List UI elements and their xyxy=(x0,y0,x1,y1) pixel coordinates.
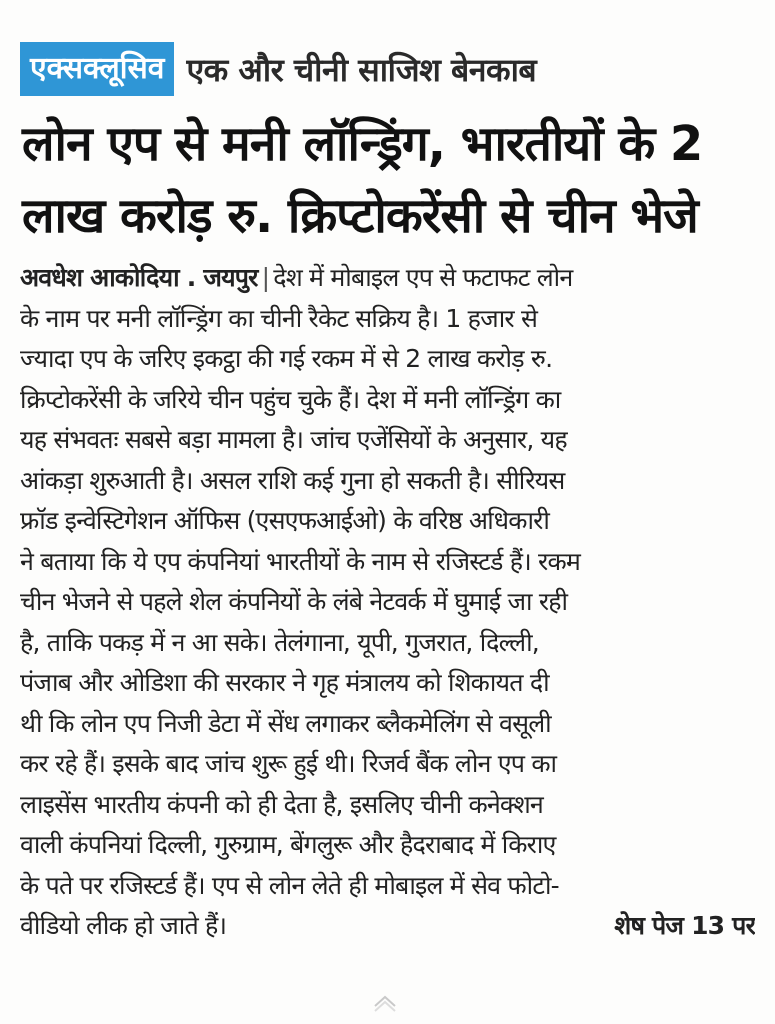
body-line: के नाम पर मनी लॉन्ड्रिंग का चीनी रैकेट सक्रिय है। 1 हजार से xyxy=(20,303,538,333)
body-line: थी कि लोन एप निजी डेटा में सेंध लगाकर ब्लैकमेलिंग से वसूली xyxy=(20,708,551,738)
headline-line: लाख करोड़ रु. क्रिप्टोकरेंसी से चीन भेजे xyxy=(22,188,698,244)
kicker-row xyxy=(20,38,760,100)
body-line-last xyxy=(20,906,755,947)
body-line: देश में मोबाइल एप से फटाफट लोन xyxy=(273,263,573,292)
byline-separator: | xyxy=(261,263,270,292)
body-line: है, ताकि पकड़ में न आ सके। तेलंगाना, यूपी, गुजरात, दिल्ली, xyxy=(20,627,539,657)
body-line: वाली कंपनियां दिल्ली, गुरुग्राम, बेंगलुरू और हैदराबाद में किराए xyxy=(20,830,556,859)
body-line: के पते पर रजिस्टर्ड हैं। एप से लोन लेते ही मोबाइल में सेव फोटो- xyxy=(20,870,559,900)
body-line: पंजाब और ओडिशा की सरकार ने गृह मंत्रालय को शिकायत दी xyxy=(20,668,549,697)
body-line-first xyxy=(20,258,755,299)
body-line: फ्रॉड इन्वेस्टिगेशन ऑफिस (एसएफआईओ) के वरिष्ठ अधिकारी xyxy=(20,506,550,535)
byline: अवधेश आकोदिया . जयपुर xyxy=(20,263,258,292)
body-line: क्रिप्टोकरेंसी के जरिये चीन पहुंच चुके हैं। देश में मनी लॉन्ड्रिंग का xyxy=(20,384,561,414)
exclusive-badge: एक्सक्लूसिव xyxy=(20,42,174,96)
headline-line: लोन एप से मनी लॉन्ड्रिंग, भारतीयों के 2 xyxy=(22,116,703,172)
kicker-text: एक और चीनी साजिश बेनकाब xyxy=(186,50,537,89)
continued-on-page: शेष पेज 13 पर xyxy=(614,911,755,940)
body-line: आंकड़ा शुरुआती है। असल राशि कई गुना हो सकती है। सीरियस xyxy=(20,465,565,495)
chevron-up-icon[interactable] xyxy=(372,992,398,1012)
body-line: कर रहे हैं। इसके बाद जांच शुरू हुई थी। रिजर्व बैंक लोन एप का xyxy=(20,749,557,778)
body-line: चीन भेजने से पहले शेल कंपनियों के लंबे नेटवर्क में घुमाई जा रही xyxy=(20,587,568,616)
body-line: यह संभवतः सबसे बड़ा मामला है। जांच एजेंसियों के अनुसार, यह xyxy=(20,425,567,454)
body-line: ने बताया कि ये एप कंपनियां भारतीयों के नाम से रजिस्टर्ड हैं। रकम xyxy=(20,546,580,576)
article-body xyxy=(20,258,755,947)
headline xyxy=(22,108,762,252)
body-line: वीडियो लीक हो जाते हैं। xyxy=(20,911,227,940)
body-line: ज्यादा एप के जरिए इकट्ठा की गई रकम में से 2 लाख करोड़ रु. xyxy=(20,344,553,373)
body-line: लाइसेंस भारतीय कंपनी को ही देता है, इसलिए चीनी कनेक्शन xyxy=(20,789,543,819)
